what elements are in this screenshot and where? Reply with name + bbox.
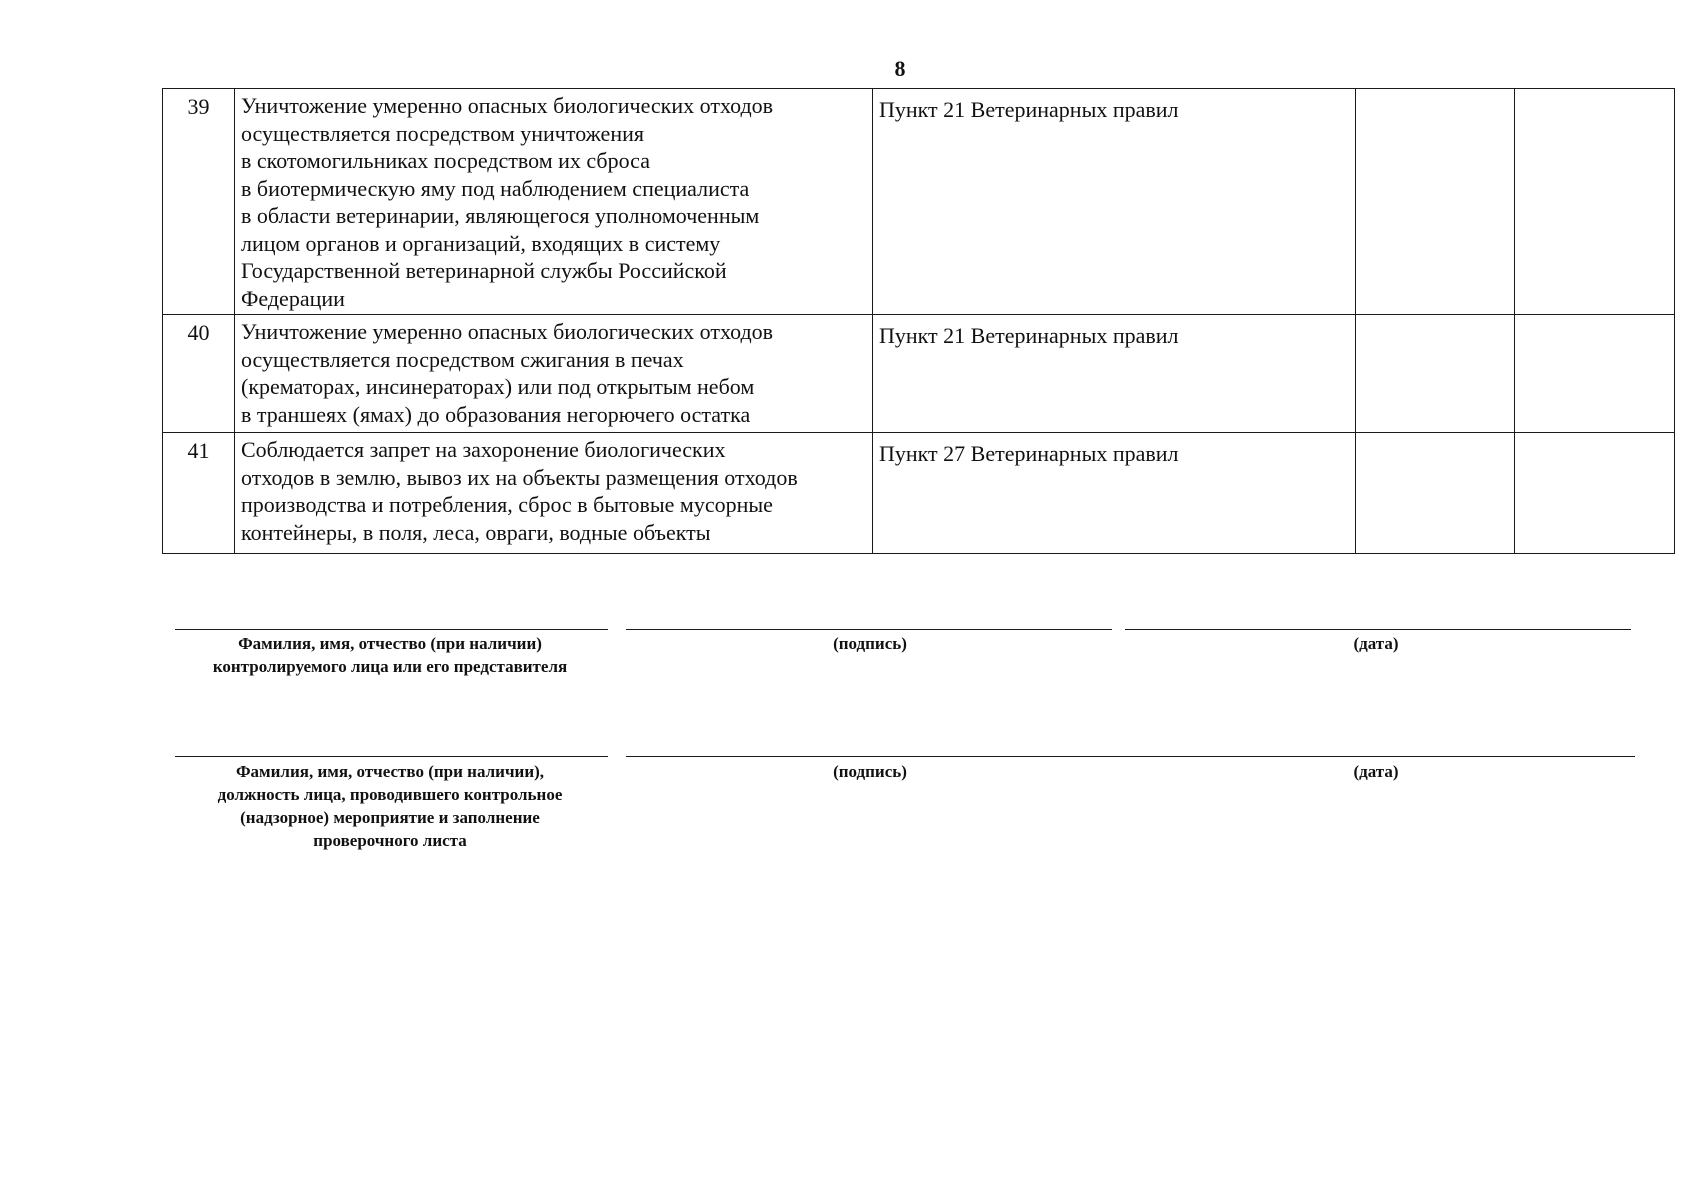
signature-caption-controlled-person: (подпись) xyxy=(833,634,907,653)
requirement-text: Уничтожение умеренно опасных биологических отходов осуществляется посредством уничтожения в скотомогильниках посредством их сброса в биотермическую яму под наблюдением специалиста в области ветеринарии, являющегося уполномоченным лицом органов и организаций, входящих в систему Государственной ветеринарной службы Российской Федерации xyxy=(235,89,873,315)
signature-line-controlled-person[interactable] xyxy=(626,629,1112,630)
legal-reference: Пункт 21 Ветеринарных правил xyxy=(873,89,1356,315)
name-line-inspector[interactable] xyxy=(175,756,608,757)
note-cell[interactable] xyxy=(1515,89,1675,315)
table-row xyxy=(163,315,1675,433)
requirement-text: Уничтожение умеренно опасных биологических отходов осуществляется посредством сжигания в печах (крематорах, инсинераторах) или под открытым небом в траншеях (ямах) до образования негорючего остатка xyxy=(235,315,873,433)
requirement-text: Соблюдается запрет на захоронение биологических отходов в землю, вывоз их на объекты размещения отходов производства и потребления, сброс в бытовые мусорные контейнеры, в поля, леса, овраги, водные объекты xyxy=(235,433,873,554)
name-caption-controlled-person: Фамилия, имя, отчество (при наличии) контролируемого лица или его представителя xyxy=(212,634,568,676)
date-caption-inspector: (дата) xyxy=(1353,762,1399,781)
legal-reference: Пункт 27 Ветеринарных правил xyxy=(873,433,1356,554)
table-row xyxy=(163,89,1675,315)
note-cell[interactable] xyxy=(1515,433,1675,554)
date-line-controlled-person[interactable] xyxy=(1125,629,1631,630)
row-number: 41 xyxy=(163,433,235,554)
answer-cell[interactable] xyxy=(1356,315,1515,433)
legal-reference: Пункт 21 Ветеринарных правил xyxy=(873,315,1356,433)
signature-line-inspector[interactable] xyxy=(626,756,1635,757)
name-line-controlled-person[interactable] xyxy=(175,629,608,630)
row-number: 40 xyxy=(163,315,235,433)
table-row xyxy=(163,433,1675,554)
name-caption-inspector: Фамилия, имя, отчество (при наличии), должность лица, проводившего контрольное (надзорное) мероприятие и заполнение проверочного листа xyxy=(217,762,563,850)
checklist-table xyxy=(162,88,1675,554)
page-number: 8 xyxy=(894,56,906,81)
answer-cell[interactable] xyxy=(1356,433,1515,554)
answer-cell[interactable] xyxy=(1356,89,1515,315)
date-caption-controlled-person: (дата) xyxy=(1353,634,1399,653)
row-number: 39 xyxy=(163,89,235,315)
signature-caption-inspector: (подпись) xyxy=(833,762,907,781)
note-cell[interactable] xyxy=(1515,315,1675,433)
